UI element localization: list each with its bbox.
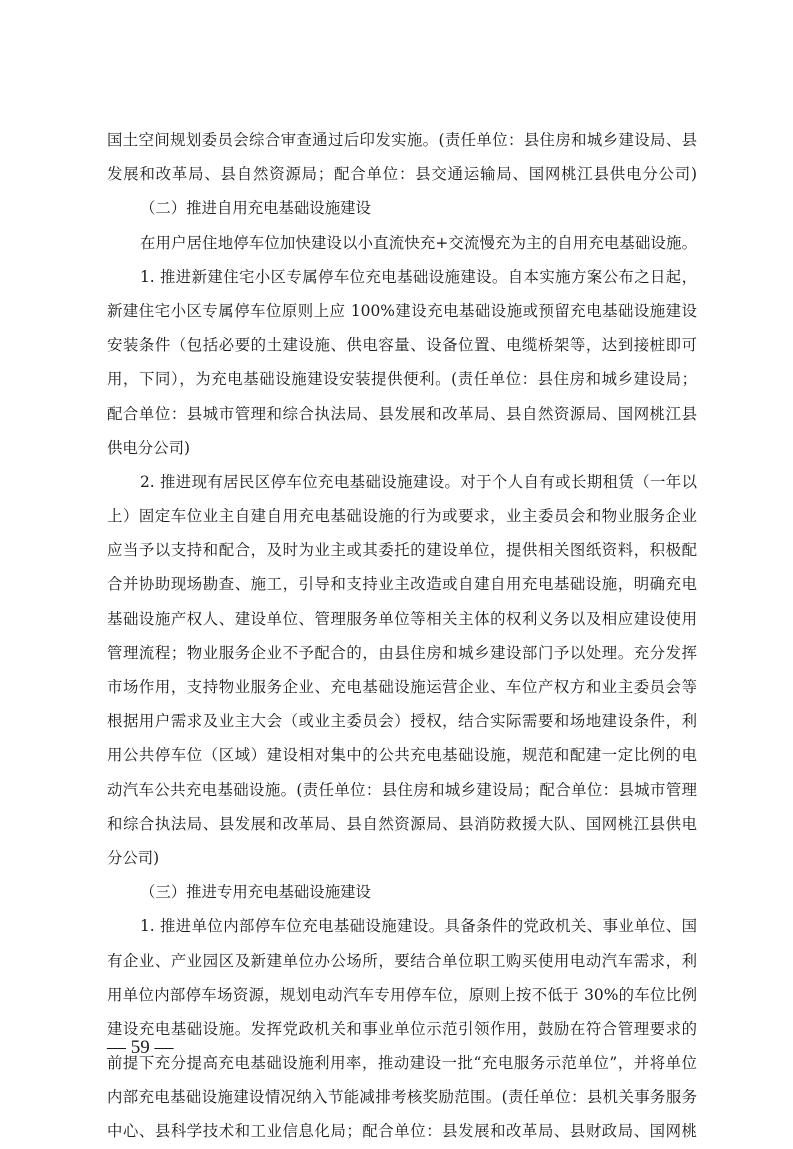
- text-line: 供电分公司): [107, 438, 190, 457]
- text-line: 分公司): [107, 848, 160, 867]
- text-line: 前提下充分提高充电基础设施利用率，推动建设一批“充电服务示范单位”，并将单位: [107, 1054, 697, 1073]
- text-line: 安装条件（包括必要的土建设施、供电容量、设备位置、电缆桥架等，达到接桩即可: [107, 336, 697, 355]
- text-line: 根据用户需求及业主大会（或业主委员会）授权，结合实际需要和场地建设条件，利: [107, 712, 697, 731]
- text-line: 建设充电基础设施。发挥党政机关和事业单位示范引领作用，鼓励在符合管理要求的: [107, 1019, 697, 1038]
- text-line: 动汽车公共充电基础设施。(责任单位：县住房和城乡建设局；配合单位：县城市管理: [107, 780, 697, 799]
- text-line: 用单位内部停车场资源，规划电动汽车专用停车位，原则上按不低于 30%的车位比例: [107, 985, 697, 1004]
- section-heading: （三）推进专用充电基础设施建设: [140, 883, 371, 902]
- text-line: 用，下同），为充电基础设施建设安装提供便利。(责任单位：县住房和城乡建设局；: [107, 370, 697, 389]
- text-line: 中心、县科学技术和工业信息化局；配合单位：县发展和改革局、县财政局、国网桃: [107, 1122, 697, 1141]
- text-line: 发展和改革局、县自然资源局；配合单位：县交通运输局、国网桃江县供电分公司): [107, 165, 697, 184]
- text-line: 和综合执法局、县发展和改革局、县自然资源局、县消防救援大队、国网桃江县供电: [107, 814, 697, 833]
- text-line: 1. 推进新建住宅小区专属停车位充电基础设施建设。自本实施方案公布之日起，: [140, 267, 697, 286]
- text-line: 管理流程；物业服务企业不予配合的，由县住房和城乡建设部门予以处理。充分发挥: [107, 643, 697, 662]
- text-line: 2. 推进现有居民区停车位充电基础设施建设。对于个人自有或长期租赁（一年以: [140, 472, 697, 491]
- text-line: 上）固定车位业主自建自用充电基础设施的行为或要求，业主委员会和物业服务企业: [107, 507, 697, 526]
- text-line: 配合单位：县城市管理和综合执法局、县发展和改革局、县自然资源局、国网桃江县: [107, 404, 697, 423]
- text-line: 基础设施产权人、建设单位、管理服务单位等相关主体的权利义务以及相应建设使用: [107, 609, 697, 628]
- text-line: 应当予以支持和配合，及时为业主或其委托的建设单位，提供相关图纸资料，积极配: [107, 541, 697, 560]
- text-line: 用公共停车位（区域）建设相对集中的公共充电基础设施，规范和配建一定比例的电: [107, 746, 697, 765]
- text-line: 有企业、产业园区及新建单位办公场所，要结合单位职工购买使用电动汽车需求，利: [107, 951, 697, 970]
- document-body: [107, 123, 697, 1149]
- text-line: 在用户居住地停车位加快建设以小直流快充+交流慢充为主的自用充电基础设施。: [140, 233, 697, 252]
- text-line: 合并协助现场勘查、施工，引导和支持业主改造或自建自用充电基础设施，明确充电: [107, 575, 697, 594]
- text-line: 新建住宅小区专属停车位原则上应 100%建设充电基础设施或预留充电基础设施建设: [107, 301, 697, 320]
- text-line: 国土空间规划委员会综合审查通过后印发实施。(责任单位：县住房和城乡建设局、县: [107, 131, 697, 149]
- text-line: 1. 推进单位内部停车位充电基础设施建设。具备条件的党政机关、事业单位、国: [140, 917, 697, 936]
- text-line: 内部充电基础设施建设情况纳入节能减排考核奖励范围。(责任单位：县机关事务服务: [107, 1088, 697, 1107]
- section-heading: （二）推进自用充电基础设施建设: [140, 199, 371, 218]
- page-number: — 59 —: [107, 1037, 174, 1058]
- text-line: 市场作用，支持物业服务企业、充电基础设施运营企业、车位产权方和业主委员会等: [107, 678, 697, 696]
